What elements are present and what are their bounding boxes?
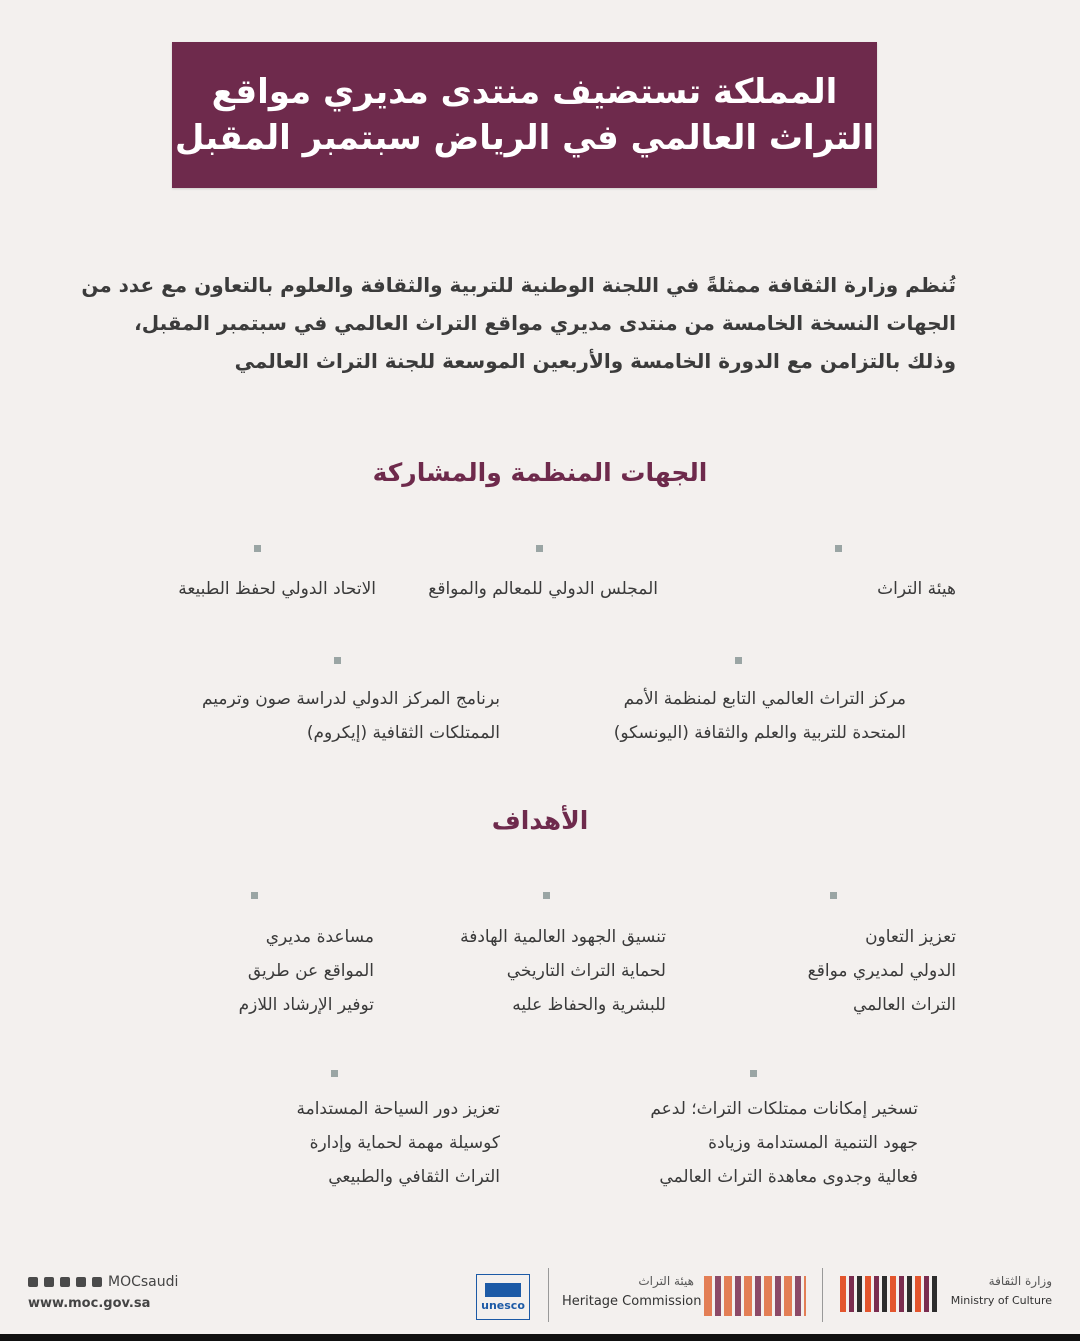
goal-item <box>239 920 374 1022</box>
goal-item <box>650 1092 918 1194</box>
intro-line-1: تُنظم وزارة الثقافة ممثلةً في اللجنة الوطنية للتربية والثقافة والعلوم بالتعاون مع عدد من <box>81 273 956 297</box>
goal-text: للبشرية والحفاظ عليه <box>512 995 666 1015</box>
goal-text: تنسيق الجهود العالمية الهادفة <box>460 927 666 947</box>
goal-text: كوسيلة مهمة لحماية وإدارة <box>309 1133 500 1153</box>
goal-item <box>296 1092 500 1194</box>
instagram-icon[interactable] <box>44 1277 54 1287</box>
bullet-icon <box>536 545 543 552</box>
bullet-icon <box>735 657 742 664</box>
unesco-label: unesco <box>481 1298 525 1312</box>
snapchat-icon[interactable] <box>60 1277 70 1287</box>
organizers-title: الجهات المنظمة والمشاركة <box>372 458 708 487</box>
moc-emblem-icon <box>840 1276 940 1312</box>
intro-line-3: وذلك بالتزامن مع الدورة الخامسة والأربعين الموسعة للجنة التراث العالمي <box>234 349 956 373</box>
organizer-item <box>202 682 500 750</box>
goal-text: جهود التنمية المستدامة وزيادة <box>708 1133 918 1153</box>
organizer-text: مركز التراث العالمي التابع لمنظمة الأمم <box>623 689 906 709</box>
ministry-of-culture-logo <box>838 1272 1058 1322</box>
goal-text: توفير الإرشاد اللازم <box>238 995 374 1015</box>
intro-line-2: الجهات النسخة الخامسة من منتدى مديري مواقع التراث العالمي في سبتمبر المقبل، <box>134 311 956 335</box>
heritage-en-label: Heritage Commission <box>562 1294 702 1309</box>
footer <box>0 1258 1080 1334</box>
organizer-text: برنامج المركز الدولي لدراسة صون وترميم <box>201 689 500 709</box>
bullet-icon <box>254 545 261 552</box>
goals-title: الأهداف <box>491 806 589 835</box>
goal-text: التراث الثقافي والطبيعي <box>328 1167 500 1187</box>
website-link[interactable]: www.moc.gov.sa <box>28 1296 151 1311</box>
organizer-text: هيئة التراث <box>877 579 956 599</box>
unesco-temple-icon <box>485 1283 521 1297</box>
social-links <box>28 1274 178 1290</box>
tiktok-icon[interactable] <box>76 1277 86 1287</box>
organizer-text: المجلس الدولي للمعالم والمواقع <box>428 579 658 599</box>
bullet-icon <box>750 1070 757 1077</box>
bullet-icon <box>543 892 550 899</box>
youtube-icon[interactable] <box>92 1277 102 1287</box>
goal-text: تعزيز دور السياحة المستدامة <box>296 1099 500 1119</box>
goal-text: لحماية التراث التاريخي <box>506 961 666 981</box>
title-line-2: التراث العالمي في الرياض سبتمبر المقبل <box>174 118 875 158</box>
goal-text: الدولي لمديري مواقع <box>807 961 956 981</box>
goal-item <box>460 920 666 1022</box>
heritage-pattern-icon <box>704 1276 806 1316</box>
goal-item <box>808 920 956 1022</box>
bottom-bar <box>0 1334 1080 1341</box>
moc-ar-label: وزارة الثقافة <box>988 1274 1052 1288</box>
bullet-icon <box>334 657 341 664</box>
logo-divider <box>548 1268 549 1322</box>
bullet-icon <box>830 892 837 899</box>
goal-text: المواقع عن طريق <box>247 961 374 981</box>
organizer-text: المتحدة للتربية والعلم والثقافة (اليونسكو) <box>613 723 906 743</box>
goal-text: تسخير إمكانات ممتلكات التراث؛ لدعم <box>650 1099 918 1119</box>
intro-paragraph <box>81 266 956 380</box>
organizer-item <box>178 572 376 606</box>
title-line-1: المملكة تستضيف منتدى مديري مواقع <box>211 72 838 112</box>
bullet-icon <box>835 545 842 552</box>
social-handle[interactable]: MOCsaudi <box>108 1274 179 1290</box>
goal-text: فعالية وجدوى معاهدة التراث العالمي <box>659 1167 918 1187</box>
bullet-icon <box>251 892 258 899</box>
organizer-item <box>877 572 956 606</box>
moc-en-label: Ministry of Culture <box>950 1294 1052 1307</box>
organizer-text: الاتحاد الدولي لحفظ الطبيعة <box>178 579 376 599</box>
heritage-ar-label: هيئة التراث <box>638 1274 694 1288</box>
logo-divider <box>822 1268 823 1322</box>
title-banner <box>172 42 877 188</box>
goal-text: تعزيز التعاون <box>865 927 956 947</box>
goal-text: التراث العالمي <box>852 995 956 1015</box>
goal-text: مساعدة مديري <box>265 927 374 947</box>
bullet-icon <box>331 1070 338 1077</box>
organizer-text: الممتلكات الثقافية (إيكروم) <box>306 723 500 743</box>
organizer-item <box>428 572 658 606</box>
twitter-icon[interactable] <box>28 1277 38 1287</box>
organizer-item <box>614 682 906 750</box>
unesco-logo <box>476 1274 530 1320</box>
heritage-commission-logo <box>556 1272 806 1322</box>
